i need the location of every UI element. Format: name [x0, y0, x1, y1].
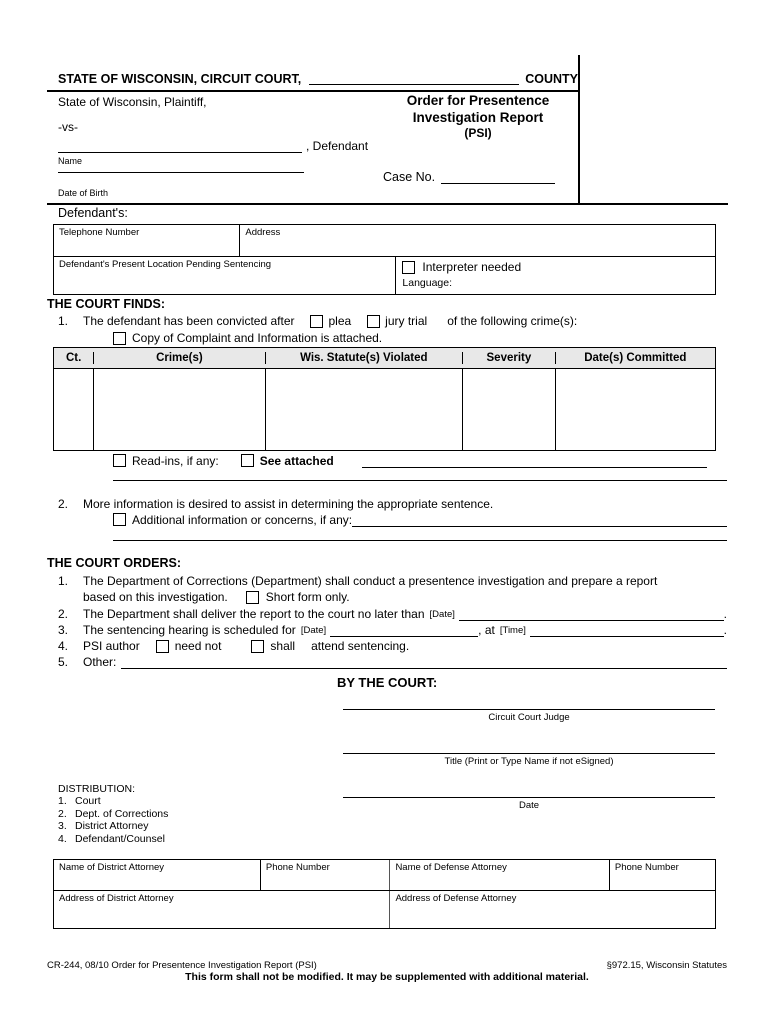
period: .: [723, 607, 727, 621]
plea-checkbox[interactable]: [310, 315, 323, 328]
name-label: Name: [58, 156, 83, 166]
item-number: 1.: [58, 574, 69, 588]
psi-author-text: PSI author: [83, 639, 140, 653]
court-header-prefix: STATE OF WISCONSIN, CIRCUIT COURT,: [58, 72, 302, 86]
additional-info-extra-field[interactable]: [113, 540, 727, 541]
court-finds-heading: THE COURT FINDS:: [47, 297, 166, 311]
distribution-item-label: District Attorney: [75, 820, 149, 833]
column-header-dates: Date(s) Committed: [584, 352, 687, 364]
distribution-item: [58, 833, 168, 845]
complaint-copy-label: Copy of Complaint and Information is attached.: [132, 331, 383, 345]
distribution-item: [58, 795, 168, 807]
court-orders-item-2: [58, 607, 727, 621]
court-orders-item-4: [58, 639, 409, 653]
crimes-cell[interactable]: [94, 369, 265, 450]
defendant-info-row-1: [54, 225, 715, 257]
item-number: 2.: [58, 607, 69, 621]
distribution-item-label: Court: [75, 795, 101, 808]
distribution-item: [58, 808, 168, 820]
defendant-info-table: [53, 224, 716, 295]
count-cell[interactable]: [54, 369, 94, 450]
other-field[interactable]: [121, 655, 727, 669]
convicted-after-text: The defendant has been convicted after: [83, 314, 295, 328]
time-tag: [Time]: [499, 625, 526, 636]
shall-checkbox[interactable]: [251, 640, 264, 653]
address-label: Address: [245, 227, 281, 238]
caption-vertical-divider: [578, 55, 580, 203]
date-tag: [Date]: [429, 609, 455, 620]
court-orders-heading: THE COURT ORDERS:: [47, 556, 182, 570]
title-name-field[interactable]: [343, 753, 715, 767]
vs-label: -vs-: [58, 120, 78, 134]
at-text: , at: [478, 623, 495, 637]
da-name-cell[interactable]: [54, 860, 261, 890]
present-location-label: Defendant's Present Location Pending Sentencing: [59, 259, 272, 270]
court-orders-item-1-line-2: [83, 590, 350, 604]
date-of-birth-label: Date of Birth: [58, 188, 109, 198]
see-attached-checkbox[interactable]: [241, 454, 254, 467]
case-no-label: Case No.: [383, 170, 436, 184]
case-no-field[interactable]: [441, 170, 555, 184]
interpreter-cell: [396, 257, 715, 294]
more-information-text: More information is desired to assist in determining the appropriate sentence.: [83, 497, 494, 511]
defendant-info-row-2: [54, 257, 715, 294]
additional-info-field[interactable]: [352, 513, 727, 527]
telephone-cell[interactable]: [54, 225, 240, 256]
date-tag: [Date]: [300, 625, 327, 636]
following-crimes-text: of the following crime(s):: [447, 314, 578, 328]
complaint-copy-checkbox[interactable]: [113, 332, 126, 345]
distribution-item-number: 1.: [58, 795, 67, 808]
statute-text: §972.15, Wisconsin Statutes: [606, 960, 727, 971]
interpreter-needed-checkbox[interactable]: [402, 261, 415, 274]
item-number: 5.: [58, 655, 69, 669]
severity-cell[interactable]: [463, 369, 556, 450]
attend-sentencing-text: attend sentencing.: [311, 639, 410, 653]
distribution-item-label: Dept. of Corrections: [75, 807, 169, 820]
defense-phone-cell[interactable]: [610, 860, 715, 890]
item-number: 2.: [58, 497, 69, 511]
da-name-label: Name of District Attorney: [59, 862, 165, 873]
need-not-label: need not: [174, 639, 222, 653]
court-header-suffix: COUNTY: [525, 72, 578, 86]
readins-field[interactable]: [362, 454, 707, 468]
crimes-table: [53, 347, 716, 451]
attorneys-table: [53, 859, 716, 929]
interpreter-needed-label: Interpreter needed: [422, 260, 522, 274]
judge-signature-field[interactable]: [343, 709, 715, 723]
court-header: [47, 62, 578, 92]
attorneys-row-2: [54, 891, 715, 928]
footer-row: [47, 960, 727, 971]
jury-trial-label: jury trial: [385, 314, 428, 328]
footer-notice: This form shall not be modified. It may be supplemented with additional material.: [185, 971, 589, 983]
date-signed-field[interactable]: [343, 797, 715, 811]
defendant-suffix-label: , Defendant: [306, 139, 369, 153]
hearing-date-field[interactable]: [330, 623, 478, 637]
form-title-psi: (PSI): [464, 126, 492, 140]
attorneys-row-1: [54, 860, 715, 891]
defendant-name-row: [58, 139, 388, 153]
case-number-row: [383, 170, 555, 184]
jury-trial-checkbox[interactable]: [367, 315, 380, 328]
distribution-block: [58, 783, 168, 845]
readins-label: Read-ins, if any:: [132, 454, 219, 468]
psi-conduct-text: The Department of Corrections (Department) shall conduct a presentence investigation and prepare a report: [83, 574, 658, 588]
see-attached-label: See attached: [259, 454, 334, 468]
defense-address-label: Address of Defense Attorney: [395, 893, 517, 904]
item-number: 4.: [58, 639, 69, 653]
distribution-item: [58, 820, 168, 832]
additional-info-checkbox[interactable]: [113, 513, 126, 526]
crimes-table-header: [54, 348, 715, 369]
period: .: [723, 623, 727, 637]
based-on-text: based on this investigation.: [83, 590, 228, 604]
hearing-time-field[interactable]: [530, 623, 724, 637]
distribution-item-number: 4.: [58, 832, 67, 845]
court-finds-item-2: [58, 497, 493, 511]
complaint-copy-row: [113, 331, 382, 345]
da-phone-cell[interactable]: [261, 860, 391, 890]
additional-info-label: Additional information or concerns, if any:: [132, 513, 353, 527]
short-form-checkbox[interactable]: [246, 591, 259, 604]
column-header-count: Ct.: [54, 352, 94, 364]
court-orders-item-5: [58, 655, 727, 669]
court-orders-item-1: [58, 574, 657, 588]
shall-label: shall: [270, 639, 296, 653]
defense-phone-label: Phone Number: [614, 862, 679, 873]
column-header-severity: Severity: [463, 352, 556, 364]
column-header-crimes: Crime(s): [94, 352, 265, 364]
da-address-label: Address of District Attorney: [59, 893, 174, 904]
da-phone-label: Phone Number: [265, 862, 330, 873]
present-location-cell[interactable]: [54, 257, 396, 294]
readins-extra-field[interactable]: [113, 480, 727, 481]
column-header-statutes: Wis. Statute(s) Violated: [266, 352, 464, 364]
telephone-label: Telephone Number: [59, 227, 140, 238]
dates-committed-cell[interactable]: [556, 369, 715, 450]
additional-info-row: [113, 513, 727, 527]
deliver-report-text: The Department shall deliver the report to the court no later than: [83, 607, 425, 621]
da-address-cell[interactable]: [54, 891, 390, 928]
defendant-name-field[interactable]: [58, 139, 302, 153]
form-title: [385, 93, 571, 141]
county-field[interactable]: [309, 72, 519, 85]
defense-name-cell[interactable]: [390, 860, 609, 890]
distribution-item-number: 2.: [58, 807, 67, 820]
readins-row: [113, 454, 717, 468]
form-title-text: Order for Presentence Investigation Report: [406, 93, 550, 125]
date-signed-label: Date: [518, 800, 540, 811]
item-number: 3.: [58, 623, 69, 637]
item-number: 1.: [58, 314, 69, 328]
short-form-label: Short form only.: [265, 590, 350, 604]
by-the-court-heading: BY THE COURT:: [337, 675, 438, 690]
title-name-label: Title (Print or Type Name if not eSigned): [444, 756, 614, 767]
court-orders-item-3: [58, 623, 727, 637]
judge-signature-label: Circuit Court Judge: [488, 712, 570, 723]
defendant-info-heading: Defendant's:: [58, 206, 128, 220]
defense-name-label: Name of Defense Attorney: [395, 862, 507, 873]
defense-address-cell[interactable]: [390, 891, 715, 928]
distribution-heading: DISTRIBUTION:: [58, 783, 136, 795]
distribution-item-number: 3.: [58, 820, 67, 833]
crimes-table-body-row: [54, 369, 715, 450]
caption-bottom-rule: [47, 203, 728, 205]
hearing-scheduled-text: The sentencing hearing is scheduled for: [83, 623, 296, 637]
report-due-date-field[interactable]: [459, 607, 724, 621]
other-label: Other:: [83, 655, 117, 669]
form-id-text: CR-244, 08/10 Order for Presentence Investigation Report (PSI): [47, 960, 317, 971]
distribution-item-label: Defendant/Counsel: [75, 832, 165, 845]
statutes-cell[interactable]: [266, 369, 464, 450]
plaintiff-label: State of Wisconsin, Plaintiff,: [58, 95, 207, 109]
plea-label: plea: [328, 314, 352, 328]
court-finds-item-1: [58, 314, 728, 328]
need-not-checkbox[interactable]: [156, 640, 169, 653]
address-cell[interactable]: [240, 225, 715, 256]
readins-checkbox[interactable]: [113, 454, 126, 467]
language-field[interactable]: Language:: [402, 277, 453, 289]
date-of-birth-field[interactable]: [58, 159, 304, 173]
